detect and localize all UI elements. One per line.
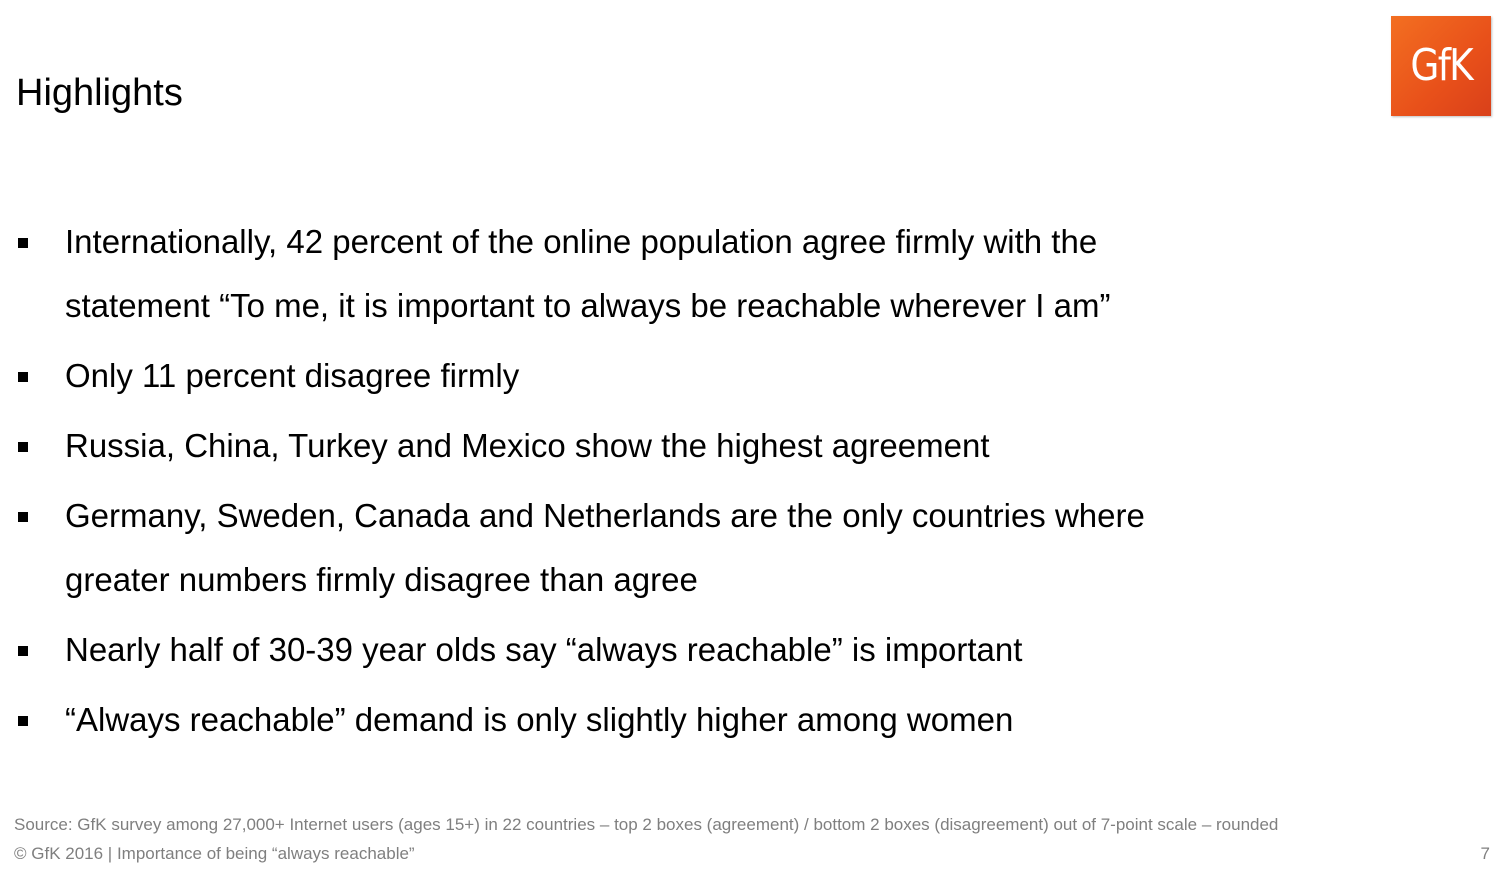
highlights-list (0, 210, 1400, 758)
list-item (0, 414, 1400, 478)
bullet-text: Russia, China, Turkey and Mexico show the highest agreement (65, 427, 990, 464)
square-bullet-icon (18, 238, 28, 248)
bullet-text: Nearly half of 30-39 year olds say “always reachable” is important (65, 631, 1023, 668)
source-note: Source: GfK survey among 27,000+ Internet users (ages 15+) in 22 countries – top 2 boxes (agreement) / bottom 2 boxes (disagreement) out of 7-point scale – rounded (14, 815, 1279, 834)
square-bullet-icon (18, 442, 28, 452)
list-item (0, 484, 1400, 612)
gfk-logo (1391, 16, 1491, 116)
bullet-text: Only 11 percent disagree firmly (65, 357, 520, 394)
gfk-logo-text: GfK (1410, 40, 1472, 91)
square-bullet-icon (18, 512, 28, 522)
list-item (0, 688, 1400, 752)
list-item (0, 344, 1400, 408)
bullet-text: Germany, Sweden, Canada and Netherlands are the only countries where greater numbers firmly disagree than agree (65, 497, 1145, 598)
bullet-text: “Always reachable” demand is only slightly higher among women (65, 701, 1014, 738)
bullet-text: Internationally, 42 percent of the online population agree firmly with the statement “To me, it is important to always be reachable wherever I am” (65, 223, 1111, 324)
list-item (0, 618, 1400, 682)
square-bullet-icon (18, 372, 28, 382)
square-bullet-icon (18, 646, 28, 656)
page-number: 7 (1480, 844, 1490, 863)
footer-copyright: © GfK 2016 | Importance of being “always reachable” (14, 844, 415, 863)
slide-title: Highlights (16, 72, 183, 114)
square-bullet-icon (18, 716, 28, 726)
list-item (0, 210, 1400, 338)
